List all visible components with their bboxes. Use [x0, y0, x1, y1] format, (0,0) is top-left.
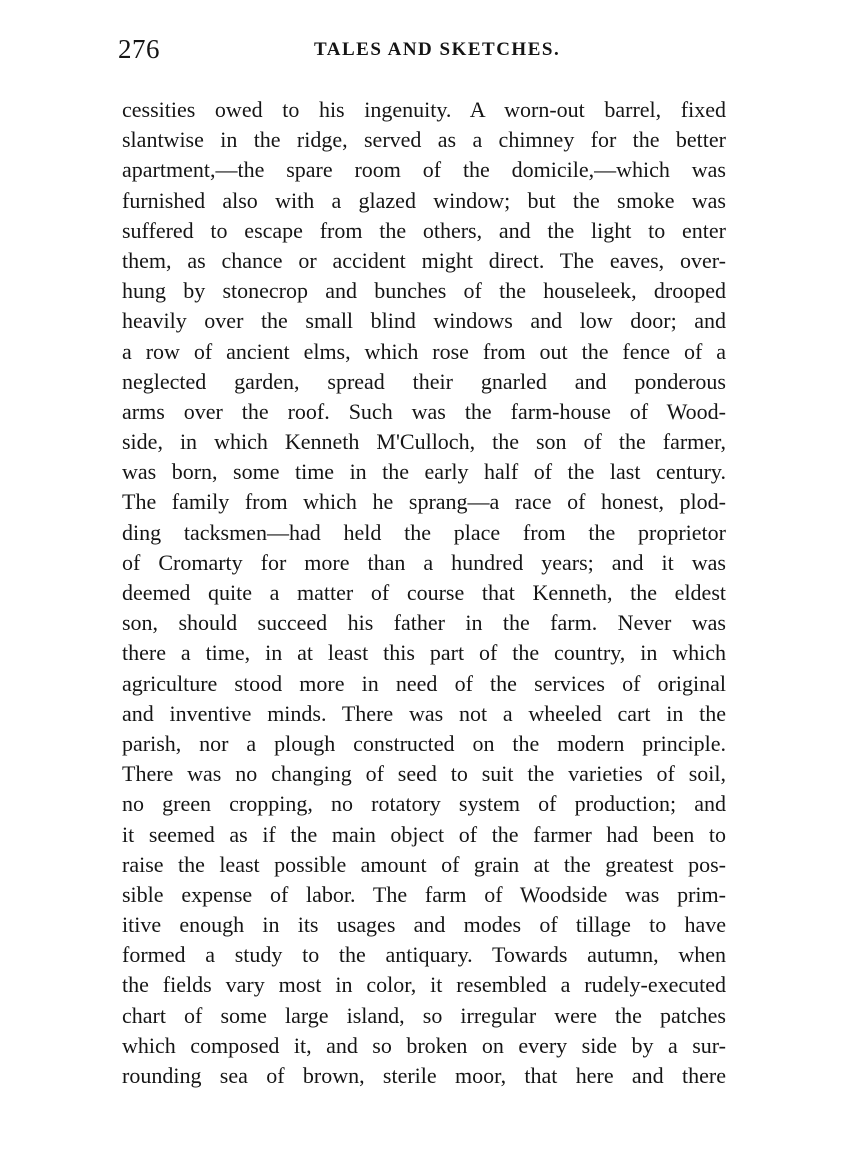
text-line: apartment,—the spare room of the domicile,—which was — [122, 157, 726, 183]
text-line: them, as chance or accident might direct. The eaves, over- — [122, 247, 726, 273]
text-line: deemed quite a matter of course that Kenneth, the eldest — [122, 580, 726, 605]
text-line: and inventive minds. There was not a wheeled cart in the — [122, 700, 726, 726]
text-line: side, in which Kenneth M'Culloch, the son of the farmer, — [122, 429, 726, 455]
text-line: was born, some time in the early half of the last century. — [122, 459, 726, 485]
page-number: 276 — [118, 34, 160, 64]
text-line: hung by stonecrop and bunches of the houseleek, drooped — [122, 278, 726, 304]
text-line: arms over the roof. Such was the farm-house of Wood- — [122, 398, 726, 424]
text-line: cessities owed to his ingenuity. A worn-out barrel, fixed — [122, 97, 726, 122]
text-line: it seemed as if the main object of the farmer had been to — [122, 821, 726, 847]
body-text — [122, 95, 726, 1091]
text-line: suffered to escape from the others, and the light to enter — [122, 217, 726, 243]
text-line: chart of some large island, so irregular were the patches — [122, 1002, 726, 1028]
text-line: slantwise in the ridge, served as a chimney for the better — [122, 127, 726, 153]
text-line: neglected garden, spread their gnarled and ponderous — [122, 368, 726, 394]
text-line: which composed it, and so broken on every side by a sur- — [122, 1032, 726, 1058]
text-line: The family from which he sprang—a race of honest, plod- — [122, 489, 726, 515]
text-line: itive enough in its usages and modes of tillage to have — [122, 912, 726, 938]
text-line: rounding sea of brown, sterile moor, that here and there — [122, 1063, 726, 1088]
text-line: formed a study to the antiquary. Towards autumn, when — [122, 942, 726, 968]
text-line: sible expense of labor. The farm of Woodside was prim- — [122, 881, 726, 907]
running-head — [118, 34, 724, 64]
text-line: a row of ancient elms, which rose from out the fence of a — [122, 338, 726, 364]
text-line: son, should succeed his father in the farm. Never was — [122, 610, 726, 636]
text-line: There was no changing of seed to suit the varieties of soil, — [122, 761, 726, 787]
text-line: parish, nor a plough constructed on the modern principle. — [122, 730, 726, 756]
text-line: there a time, in at least this part of the country, in which — [122, 640, 726, 666]
running-title: TALES AND SKETCHES. — [314, 39, 561, 60]
text-line: no green cropping, no rotatory system of production; and — [122, 791, 726, 817]
text-line: furnished also with a glazed window; but the smoke was — [122, 187, 726, 213]
text-line: raise the least possible amount of grain at the greatest pos- — [122, 851, 726, 877]
text-line: heavily over the small blind windows and low door; and — [122, 308, 726, 334]
text-line: the fields vary most in color, it resembled a rudely-executed — [122, 972, 726, 998]
text-line: ding tacksmen—had held the place from the proprietor — [122, 519, 726, 545]
text-line: agriculture stood more in need of the services of original — [122, 670, 726, 696]
text-line: of Cromarty for more than a hundred years; and it was — [122, 549, 726, 575]
